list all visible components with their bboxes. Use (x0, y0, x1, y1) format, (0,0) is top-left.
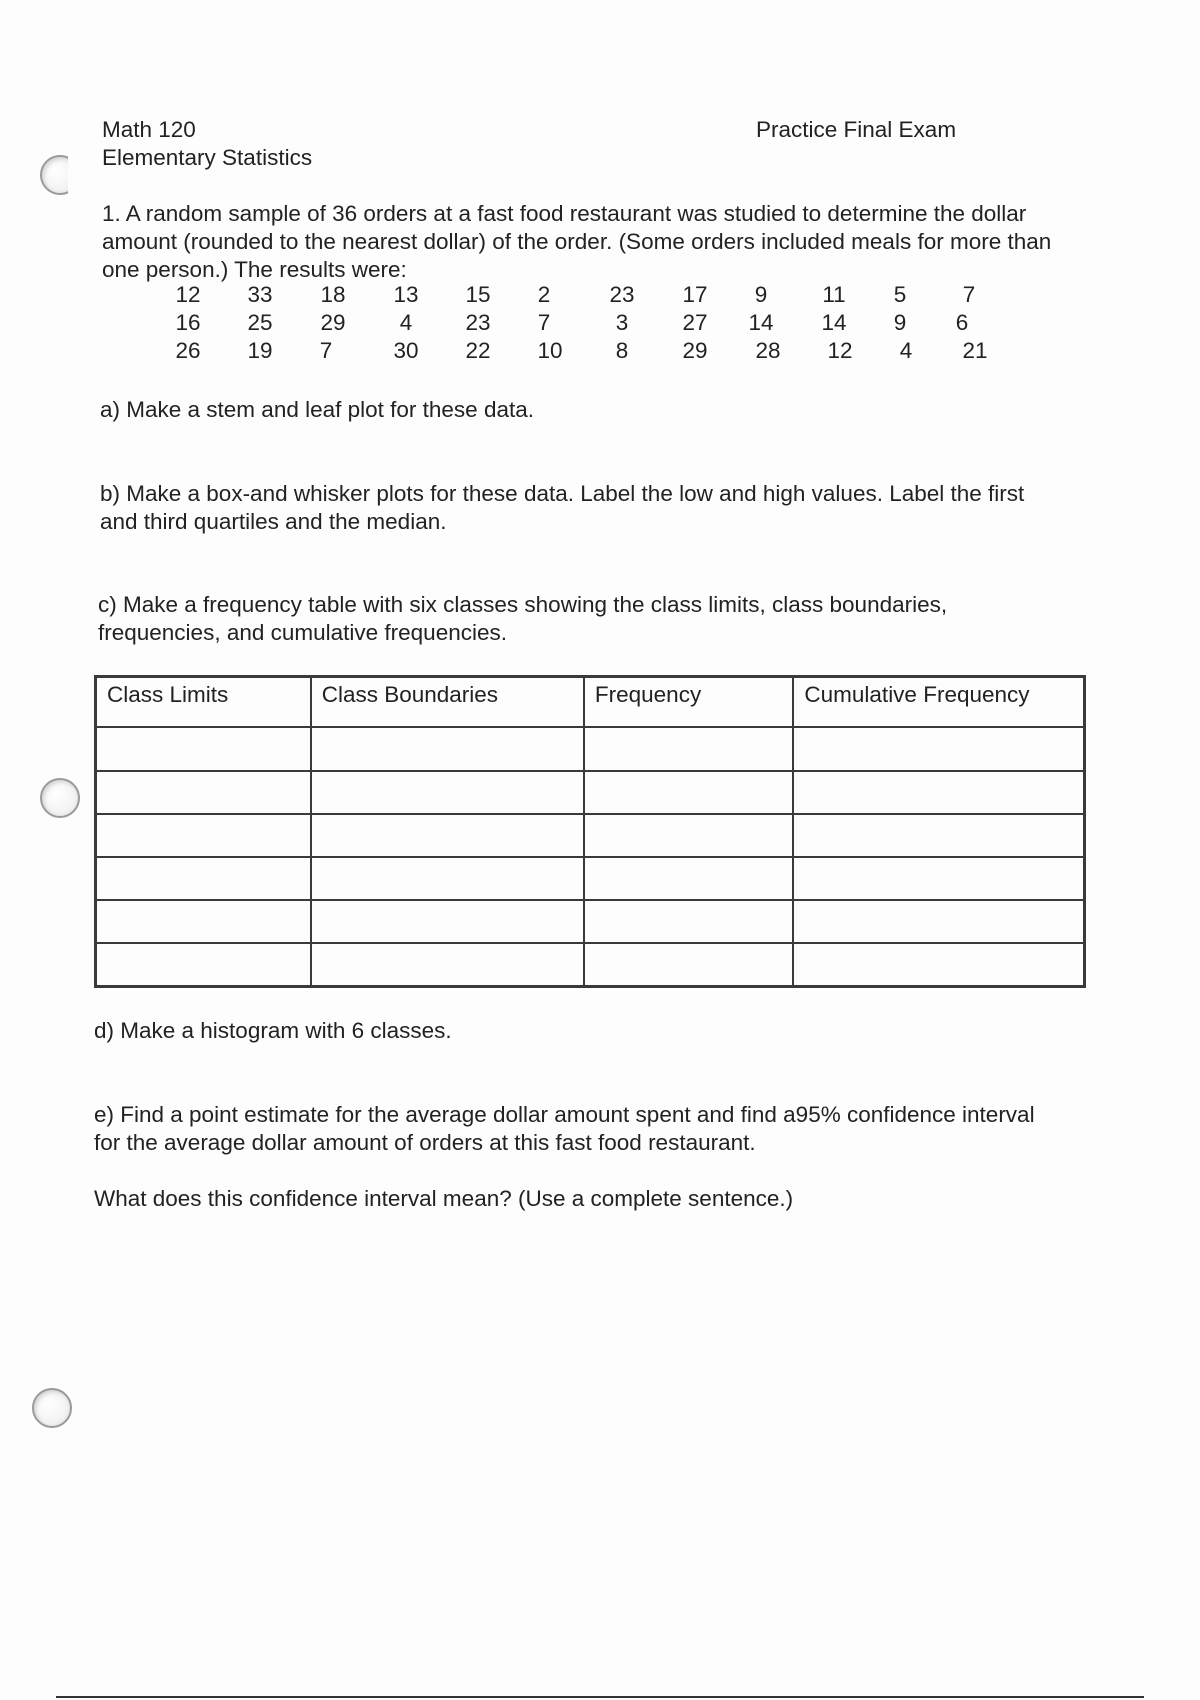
data-value: 22 (465, 338, 491, 363)
table-cell[interactable] (96, 727, 311, 770)
question1-intro-line2: amount (rounded to the nearest dollar) of the order. (Some orders included meals for more than (102, 229, 1052, 254)
table-cell[interactable] (311, 900, 584, 943)
data-value: 33 (247, 282, 273, 307)
data-value: 28 (755, 338, 781, 363)
header-cumulative-frequency: Cumulative Frequency (793, 677, 1084, 728)
table-cell[interactable] (793, 814, 1084, 857)
binder-hole-top (40, 155, 80, 195)
table-cell[interactable] (584, 814, 794, 857)
table-cell[interactable] (793, 943, 1084, 987)
data-value: 18 (320, 282, 346, 307)
data-value: 9 (893, 310, 907, 335)
table-cell[interactable] (584, 727, 794, 770)
table-row (96, 814, 1085, 857)
table-row (96, 900, 1085, 943)
bottom-rule (56, 1696, 1144, 1698)
data-value: 12 (827, 338, 853, 363)
data-value: 29 (320, 310, 346, 335)
data-value: 14 (821, 310, 847, 335)
data-value: 8 (615, 338, 629, 363)
course-name: Elementary Statistics (102, 145, 313, 170)
data-value: 9 (754, 282, 768, 307)
data-value: 7 (962, 282, 976, 307)
data-value: 11 (822, 282, 846, 307)
table-row (96, 727, 1085, 770)
header-class-limits: Class Limits (96, 677, 311, 728)
table-cell[interactable] (96, 900, 311, 943)
header-frequency: Frequency (584, 677, 794, 728)
data-value: 10 (537, 338, 563, 363)
exam-title: Practice Final Exam (756, 117, 957, 142)
data-value: 29 (682, 338, 708, 363)
part-b-line2: and third quartiles and the median. (100, 509, 447, 534)
data-value: 4 (899, 338, 913, 363)
data-value: 7 (537, 310, 551, 335)
data-value: 25 (247, 310, 273, 335)
part-c-line1: c) Make a frequency table with six classes showing the class limits, class boundaries, (98, 592, 948, 617)
table-cell[interactable] (584, 857, 794, 900)
data-value: 6 (955, 310, 969, 335)
question1-intro-line3: one person.) The results were: (102, 257, 407, 282)
binder-hole-middle (40, 778, 80, 818)
question1-intro-line1: 1. A random sample of 36 orders at a fast food restaurant was studied to determine the dollar (102, 201, 1027, 226)
data-value: 26 (175, 338, 201, 363)
data-value: 13 (393, 282, 419, 307)
table-cell[interactable] (311, 771, 584, 814)
table-cell[interactable] (311, 943, 584, 987)
binder-hole-bottom (32, 1388, 72, 1428)
header-class-boundaries: Class Boundaries (311, 677, 584, 728)
part-e-line2: for the average dollar amount of orders at this fast food restaurant. (94, 1130, 756, 1155)
part-e-followup: What does this confidence interval mean? (Use a complete sentence.) (94, 1186, 794, 1211)
data-value: 5 (893, 282, 907, 307)
table-row (96, 943, 1085, 987)
table-cell[interactable] (793, 771, 1084, 814)
data-value: 17 (682, 282, 708, 307)
course-number: Math 120 (102, 117, 196, 142)
table-cell[interactable] (96, 943, 311, 987)
table-cell[interactable] (311, 727, 584, 770)
table-row (96, 857, 1085, 900)
part-a-text: a) Make a stem and leaf plot for these data. (100, 397, 534, 422)
table-cell[interactable] (96, 857, 311, 900)
data-value: 23 (609, 282, 635, 307)
data-value: 4 (399, 310, 413, 335)
data-value: 7 (319, 338, 333, 363)
table-cell[interactable] (96, 814, 311, 857)
table-cell[interactable] (96, 771, 311, 814)
table-row (96, 771, 1085, 814)
part-d-text: d) Make a histogram with 6 classes. (94, 1018, 452, 1043)
table-cell[interactable] (793, 727, 1084, 770)
data-value: 19 (247, 338, 273, 363)
data-value: 27 (682, 310, 708, 335)
table-cell[interactable] (793, 900, 1084, 943)
table-cell[interactable] (311, 814, 584, 857)
data-value: 12 (175, 282, 201, 307)
data-value: 2 (537, 282, 551, 307)
table-cell[interactable] (584, 771, 794, 814)
table-cell[interactable] (584, 900, 794, 943)
frequency-table-header-row (96, 677, 1085, 728)
data-value: 16 (175, 310, 201, 335)
frequency-table (94, 675, 1086, 988)
data-value: 15 (465, 282, 491, 307)
part-c-line2: frequencies, and cumulative frequencies. (98, 620, 507, 645)
table-cell[interactable] (584, 943, 794, 987)
table-cell[interactable] (793, 857, 1084, 900)
table-cell[interactable] (311, 857, 584, 900)
data-value: 3 (615, 310, 629, 335)
data-value: 21 (962, 338, 988, 363)
part-e-line1: e) Find a point estimate for the average dollar amount spent and find a95% confidence interval (94, 1102, 1035, 1127)
part-b-line1: b) Make a box-and whisker plots for these data. Label the low and high values. Label the first (100, 481, 1025, 506)
data-value: 23 (465, 310, 491, 335)
data-value: 14 (748, 310, 774, 335)
data-value: 30 (393, 338, 419, 363)
